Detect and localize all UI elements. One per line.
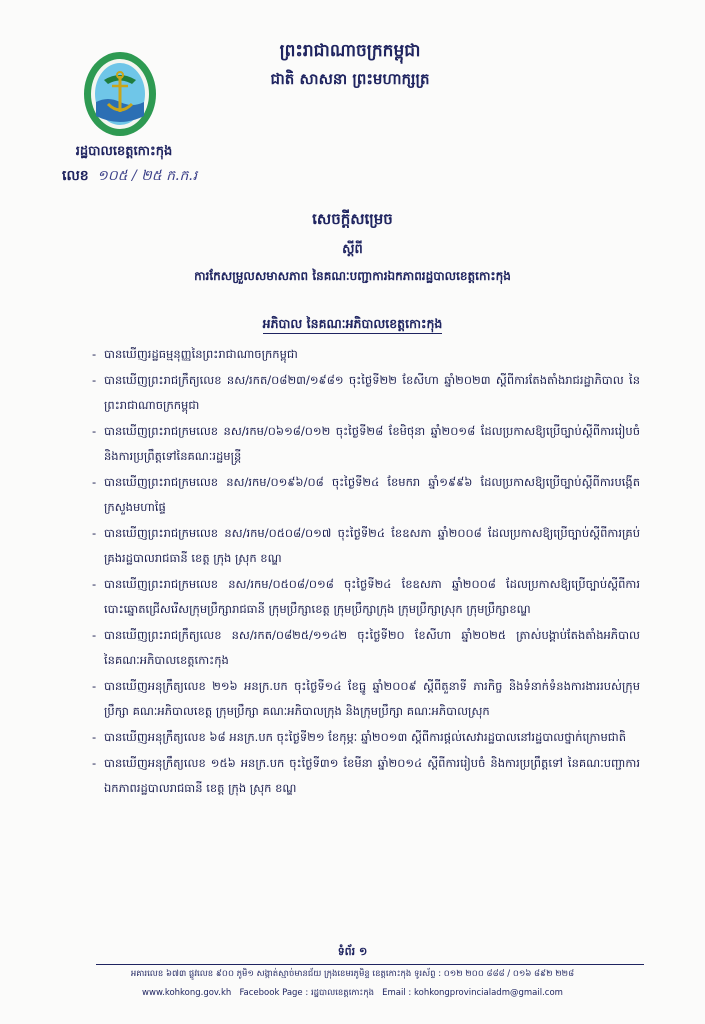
reference-number: ១០៥ / ២៥ ក.ក.រ [97, 168, 198, 184]
page-number: ទំព័រ ១ [337, 945, 368, 958]
facebook-link[interactable]: រដ្ឋបាលខេត្តកោះកុង [310, 988, 375, 998]
reference-label: លេខ [62, 168, 89, 184]
provincial-logo [82, 50, 158, 142]
issuer-name: រដ្ឋបាលខេត្តកោះកុង [75, 144, 173, 159]
governor-heading-text: អភិបាល នៃគណៈអភិបាលខេត្តកោះកុង [263, 316, 443, 334]
email-link[interactable]: kohkongprovincialadm@gmail.com [414, 988, 563, 998]
footer-contact [0, 988, 705, 1000]
reference-line [62, 166, 212, 187]
governor-heading [0, 316, 705, 335]
list-item: - បានឃើញអនុក្រឹត្យលេខ ៦៨ អនក្រ.បក ចុះថ្ងៃទី២១ ខែកុម្ភៈ ឆ្នាំ២០១៣ ស្តីពីការផ្តល់សេវារដ្ឋបាលនៅរដ្ឋបាលថ្នាក់ក្រោមជាតិ [92, 725, 640, 750]
footer-address: អគារលេខ ៦៧៣ ផ្លូវលេខ ៩០០ ភូមិ១ សង្កាត់ស្មាច់មានជ័យ ក្រុងខេមរភូមិន្ទ ខេត្តកោះកុង ទូរស័ព្ទ : ០១២ ២០០ ៨៨៨ / ០១៦ ៨៩២ ២២៨ [130, 969, 575, 979]
list-item: - បានឃើញព្រះរាជក្រឹត្យលេខ នស/រកត/០៨២៥/១១៤២ ចុះថ្ងៃទី២០ ខែសីហា ឆ្នាំ២០២៥ ត្រាស់បង្គាប់តែងតាំងអភិបាល នៃគណៈអភិបាលខេត្តកោះកុង [92, 623, 640, 673]
email-label: Email : [382, 988, 412, 998]
considerations-list [92, 342, 640, 802]
document-subject: ការកែសម្រួលសមាសភាព នៃគណៈបញ្ជាការឯកភាពរដ្ឋបាលខេត្តកោះកុង [194, 269, 511, 283]
document-title: សេចក្តីសម្រេច [312, 210, 393, 228]
list-item: - បានឃើញព្រះរាជក្រមលេខ នស/រកម/០១៩៦/០៨ ចុះថ្ងៃទី២៤ ខែមករា ឆ្នាំ១៩៩៦ ដែលប្រកាសឱ្យប្រើច្បាប់ស្តីពីការបង្កើតក្រសួងមហាផ្ទៃ [92, 470, 640, 520]
list-item: - បានឃើញអនុក្រឹត្យលេខ ១៥៦ អនក្រ.បក ចុះថ្ងៃទី៣១ ខែមីនា ឆ្នាំ២០១៤ ស្តីពីការរៀបចំ និងការប្រព្រឹត្តទៅ នៃគណៈបញ្ជាការឯកភាពរដ្ឋបាលរាជធានី ខេត្ត ក្រុង ស្រុក ខណ្ឌ [92, 751, 640, 801]
list-item: - បានឃើញព្រះរាជក្រមលេខ នស/រកម/០៥០៨/០១៧ ចុះថ្ងៃទី២៤ ខែឧសភា ឆ្នាំ២០០៨ ដែលប្រកាសឱ្យប្រើច្បាប់ស្តីពីការគ្រប់គ្រងរដ្ឋបាលរាជធានី ខេត្ត ក្រុង ស្រុក ខណ្ឌ [92, 521, 640, 571]
national-motto: ជាតិ សាសនា ព្រះមហាក្សត្រ [270, 70, 430, 88]
kingdom-heading: ព្រះរាជាណាចក្រកម្ពុជា [279, 41, 421, 61]
about-label: ស្តីពី [342, 242, 363, 257]
list-item: - បានឃើញអនុក្រឹត្យលេខ ២១៦ អនក្រ.បក ចុះថ្ងៃទី១៤ ខែធ្នូ ឆ្នាំ២០០៩ ស្តីពីតួនាទី ភារកិច្ច និងទំនាក់ទំនងការងាររបស់ក្រុមប្រឹក្សា គណៈអភិបាលខេត្ត ក្រុមប្រឹក្សា គណៈអភិបាលក្រុង និងក្រុមប្រឹក្សា គណៈអភិបាលស្រុក [92, 674, 640, 724]
list-item: - បានឃើញព្រះរាជក្រឹត្យលេខ នស/រកត/០៨២៣/១៩៨១ ចុះថ្ងៃទី២២ ខែសីហា ឆ្នាំ២០២៣ ស្តីពីការតែងតាំងរាជរដ្ឋាភិបាល នៃព្រះរាជាណាចក្រកម្ពុជា [92, 368, 640, 418]
footer-divider [96, 964, 644, 965]
website-link[interactable]: www.kohkong.gov.kh [142, 988, 232, 998]
facebook-label: Facebook Page : [239, 988, 309, 998]
list-item: - បានឃើញព្រះរាជក្រមលេខ នស/រកម/០៦១៨/០១២ ចុះថ្ងៃទី២៨ ខែមិថុនា ឆ្នាំ២០១៨ ដែលប្រកាសឱ្យប្រើច្បាប់ស្តីពីការរៀបចំ និងការប្រព្រឹត្តទៅនៃគណៈរដ្ឋមន្ត្រី [92, 419, 640, 469]
list-item: - បានឃើញរដ្ឋធម្មនុញ្ញនៃព្រះរាជាណាចក្រកម្ពុជា [92, 342, 640, 367]
list-item: - បានឃើញព្រះរាជក្រមលេខ នស/រកម/០៥០៨/០១៨ ចុះថ្ងៃទី២៤ ខែឧសភា ឆ្នាំ២០០៨ ដែលប្រកាសឱ្យប្រើច្បាប់ស្តីពីការបោះឆ្នោតជ្រើសរើសក្រុមប្រឹក្សារាជធានី ក្រុមប្រឹក្សាខេត្ត ក្រុមប្រឹក្សាក្រុង ក្រុមប្រឹក្សាស្រុក ក្រុមប្រឹក្សាខណ្ឌ [92, 572, 640, 622]
